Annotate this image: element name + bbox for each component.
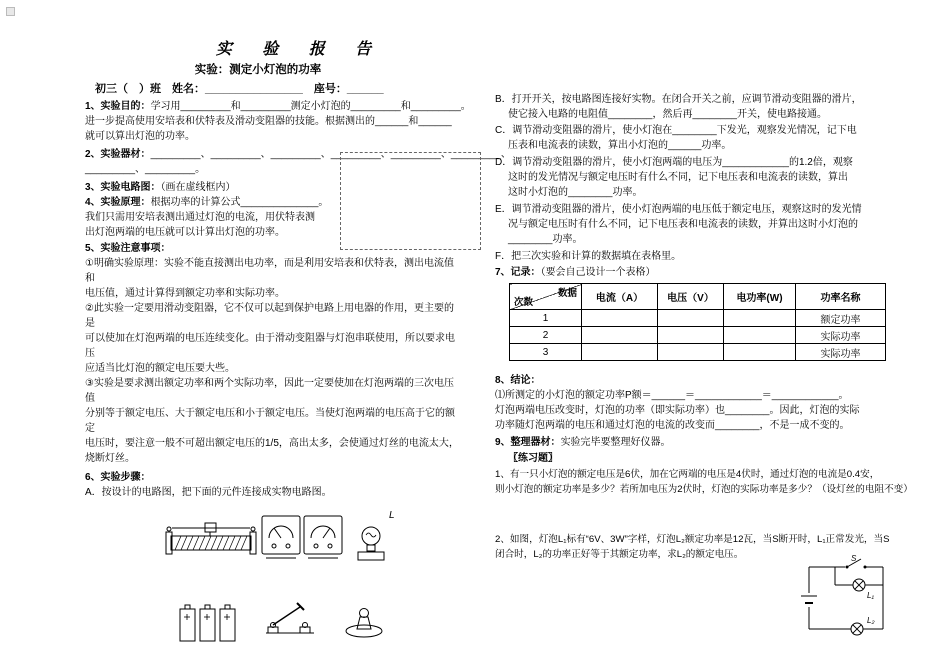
section-conclusion — [495, 373, 860, 433]
practice-heading-label: 〖练习题〗 — [508, 453, 558, 464]
notes-line: 烧断灯丝。 — [85, 453, 135, 464]
col-header-current: 电流（A） — [582, 284, 658, 310]
section-purpose-line: 就可以算出灯泡的功率。 — [85, 131, 195, 142]
practice-problem-1 — [495, 467, 913, 497]
power-name-cell: 额定功率 — [796, 310, 886, 327]
notes-line: ①明确实验原理：实验不能直接测出电功率，而是利用安培表和伏特表，测出电流值 — [85, 258, 454, 269]
step-d-line: 这时小灯泡的________功率。 — [508, 187, 643, 198]
section-record-note: （要会自己设计一个表格） — [540, 267, 656, 278]
notes-line: 定 — [85, 423, 95, 434]
col-header-power: 电功率(W) — [724, 284, 796, 310]
battery-icon — [178, 597, 238, 645]
section-purpose — [85, 99, 471, 144]
class-name-seat-line: 初三（ ）班 姓名：________________ 座号：______ — [95, 83, 384, 95]
section-equipment-heading: 2、实验器材： — [85, 149, 151, 160]
practice-1-line: 1、有一只小灯泡的额定电压是6伏，加在它两端的电压是4伏时，通过灯泡的电流是0.4安， — [495, 469, 880, 480]
current-cell — [582, 310, 658, 327]
step-e-line: E．调节滑动变阻器的滑片，使小灯泡两端的电压低于额定电压，观察这时的发光情 — [495, 204, 862, 215]
table-row — [510, 344, 886, 361]
conclusion-line: 功率随灯泡两端的电压和通过灯泡的电流的改变而________，不是一成不变的。 — [495, 420, 850, 431]
section-notes — [85, 241, 459, 466]
current-cell — [582, 327, 658, 344]
notes-line: 电压时，要注意一般不可超出额定电压的1/5，高出太多，会使通过灯丝的电流太大， — [85, 438, 459, 449]
step-b-line: 使它接入电路的电阻值________，然后再________开关，使电路接通。 — [508, 109, 827, 120]
notes-line: 和 — [85, 273, 95, 284]
section-circuit-diagram — [85, 180, 236, 195]
notes-line: 分别等于额定电压、大于额定电压和小于额定电压。当使灯泡两端的电压高于它的额 — [85, 408, 455, 419]
current-cell — [582, 344, 658, 361]
section-record — [495, 265, 656, 280]
power-cell — [724, 310, 796, 327]
section-purpose-line: 进一步提高使用安培表和伏特表及滑动变阻器的技能。根据测出的______和______ — [85, 116, 452, 127]
section-equipment-line: _________、_________。 — [85, 164, 206, 175]
step-f — [495, 249, 681, 264]
step-e-line: ________功率。 — [508, 234, 583, 245]
table-header-row — [510, 284, 886, 310]
step-d — [495, 155, 853, 200]
practice-circuit-diagram — [797, 553, 895, 645]
bulb-socket-icon — [342, 600, 386, 640]
notes-line: ③实验是要求测出额定功率和两个实际功率，因此一定要使加在灯泡两端的三次电压 — [85, 378, 454, 389]
section-tidy — [495, 435, 671, 450]
bulb-icon — [352, 524, 390, 564]
col-header-power-name: 功率名称 — [796, 284, 886, 310]
notes-line: 应适当比灯泡的额定电压要大些。 — [85, 363, 235, 374]
step-c-line: C．调节滑动变阻器的滑片，使小灯泡在________下发光，观察发光情况，记下电 — [495, 125, 857, 136]
section-notes-heading: 5、实验注意事项： — [85, 243, 171, 254]
doc-subtitle: 实验：测定小灯泡的功率 — [194, 64, 322, 76]
voltmeter-icon — [261, 512, 301, 560]
section-purpose-text: 学习用_________和_________测定小灯泡的_________和_________。 — [150, 101, 471, 112]
conclusion-line: 灯泡两端电压改变时，灯泡的功率（即实际功率）也________。因此，灯泡的实际 — [495, 405, 860, 416]
section-principle — [85, 195, 328, 240]
voltage-cell — [658, 327, 724, 344]
step-e — [495, 202, 862, 247]
section-conclusion-heading: 8、结论： — [495, 375, 541, 386]
notes-line: 值 — [85, 393, 95, 404]
table-corner-cell — [510, 284, 582, 310]
power-cell — [724, 344, 796, 361]
power-name-cell: 实际功率 — [796, 327, 886, 344]
step-c-line: 压表和电流表的读数，算出小灯泡的______功率。 — [508, 140, 732, 151]
circuit-diagram-placeholder-box — [340, 152, 481, 250]
notes-line: 可以使加在灯泡两端的电压连续变化。由于滑动变阻器与灯泡串联使用，所以要求电 — [85, 333, 455, 344]
section-tidy-text: 实验完毕要整理好仪器。 — [560, 437, 671, 448]
doc-title: 实 验 报 告 — [215, 41, 385, 58]
corner-times-label: 次数 — [514, 297, 534, 308]
row-number-cell: 3 — [510, 344, 582, 361]
section-circuit-heading: 3、实验电路图： — [85, 182, 161, 193]
step-c — [495, 123, 857, 153]
rheostat-icon — [163, 520, 259, 560]
record-table — [509, 283, 886, 361]
power-name-cell: 实际功率 — [796, 344, 886, 361]
bulb-label: L — [389, 510, 395, 521]
section-equipment-text: _________、_________、_________、_________、_________、_________、 — [150, 149, 511, 160]
row-number-cell: 2 — [510, 327, 582, 344]
practice-2-line: 2、如图，灯泡L₁标有“6V、3W”字样，灯泡L₂额定功率是12瓦，当S断开时，L₁正常发光，当S — [495, 534, 890, 545]
section-principle-line: 出灯泡两端的电压就可以计算出灯泡的功率。 — [85, 227, 285, 238]
voltage-cell — [658, 310, 724, 327]
lamp2-label: L₂ — [867, 616, 875, 625]
switch-label: S — [851, 554, 857, 563]
scan-artifact — [6, 7, 15, 16]
step-b — [495, 92, 862, 122]
practice-1-line: 则小灯泡的额定功率是多少？若所加电压为2伏时，灯泡的实际功率是多少？（设灯丝的电阻不变） — [495, 484, 913, 495]
section-principle-text: 根据功率的计算公式______________。 — [150, 197, 329, 208]
section-principle-line: 我们只需用安培表测出通过灯泡的电流，用伏特表测 — [85, 212, 315, 223]
power-cell — [724, 327, 796, 344]
lamp1-label: L₁ — [867, 591, 874, 600]
ammeter-icon — [303, 512, 343, 560]
notes-line: 压 — [85, 348, 95, 359]
col-header-voltage: 电压（V） — [658, 284, 724, 310]
corner-data-label: 数据 — [557, 288, 577, 299]
notes-line: 是 — [85, 318, 95, 329]
step-d-line: D．调节滑动变阻器的滑片，使小灯泡两端的电压为____________的1.2倍，观察 — [495, 157, 853, 168]
section-circuit-note: （画在虚线框内） — [160, 182, 236, 193]
step-b-line: B．打开开关，按电路图连接好实物。在闭合开关之前，应调节滑动变阻器的滑片， — [495, 94, 862, 105]
switch-icon — [264, 600, 316, 640]
table-row — [510, 310, 886, 327]
section-purpose-heading: 1、实验目的： — [85, 101, 151, 112]
row-number-cell: 1 — [510, 310, 582, 327]
section-tidy-heading: 9、整理器材： — [495, 437, 561, 448]
section-steps-heading: 6、实验步骤： — [85, 472, 151, 483]
step-a-line: A．按设计的电路图，把下面的元件连接成实物电路图。 — [85, 487, 332, 498]
section-steps — [85, 470, 332, 500]
practice-heading — [508, 451, 558, 466]
conclusion-line: ⑴所测定的小灯泡的额定功率P额＝______＝____________＝____________。 — [495, 390, 849, 401]
table-row — [510, 327, 886, 344]
notes-line: 电压值，通过计算得到额定功率和实际功率。 — [85, 288, 285, 299]
practice-2-line: 闭合时，L₂的功率正好等于其额定功率，求L₂的额定电压。 — [495, 549, 744, 560]
section-record-heading: 7、记录： — [495, 267, 541, 278]
step-d-line: 这时的发光情况与额定电压时有什么不同，记下电压表和电流表的读数，算出 — [508, 172, 848, 183]
step-e-line: 况与额定电压时有什么不同，记下电压表和电流表的读数，并算出这时小灯泡的 — [508, 219, 858, 230]
voltage-cell — [658, 344, 724, 361]
section-principle-heading: 4、实验原理： — [85, 197, 151, 208]
notes-line: ②此实验一定要用滑动变阻器，它不仅可以起到保护电路上用电器的作用，更主要的 — [85, 303, 454, 314]
step-f-line: F．把三次实验和计算的数据填在表格里。 — [495, 251, 682, 262]
